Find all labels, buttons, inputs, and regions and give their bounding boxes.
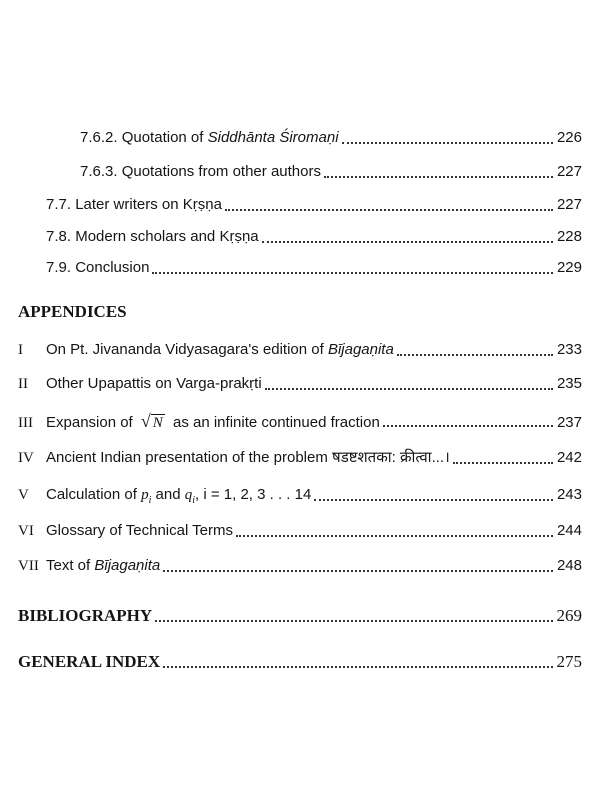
page-number: 243 xyxy=(556,486,582,503)
entry-title: Modern scholars and Kṛṣṇa xyxy=(75,228,259,245)
toc-entry-7-6-2 xyxy=(80,127,582,149)
appendix-entry-iv xyxy=(18,447,582,469)
entry-number: 7.6.3. xyxy=(80,163,118,180)
toc-entry-7-7 xyxy=(46,194,582,216)
toc-entry-general-index xyxy=(18,651,582,673)
toc-entry-bibliography xyxy=(18,605,582,627)
appendix-roman-numeral: I xyxy=(18,342,23,358)
dot-leader xyxy=(155,617,553,622)
dot-leader xyxy=(163,663,553,668)
dot-leader xyxy=(262,238,553,243)
appendix-title: Expansion of √ N as an infinite continued fraction xyxy=(46,410,380,434)
appendix-roman-numeral: VI xyxy=(18,523,34,539)
appendix-roman-numeral: II xyxy=(18,376,28,392)
page-number: 226 xyxy=(556,129,582,146)
appendices-heading: APPENDICES xyxy=(18,302,127,321)
appendix-title: Calculation of $p_i$ and $q_i$, i = 1, 2, 3 . . . 14 xyxy=(46,486,312,506)
appendix-title: Glossary of Technical Terms xyxy=(46,522,234,539)
page-number: 248 xyxy=(556,557,582,574)
dot-leader xyxy=(236,532,553,537)
page-number: 269 xyxy=(556,606,582,625)
dot-leader xyxy=(342,139,553,144)
dot-leader xyxy=(383,422,553,427)
dot-leader xyxy=(225,206,553,211)
appendix-roman-numeral: V xyxy=(18,487,29,503)
toc-entry-7-9 xyxy=(46,257,582,279)
entry-title: Later writers on Kṛṣṇa xyxy=(75,196,222,213)
entry-number: 7.8. xyxy=(46,228,72,245)
entry-number: 7.7. xyxy=(46,196,72,213)
appendix-title: Text of Bījagaṇita xyxy=(46,557,161,574)
toc-entry-7-6-3 xyxy=(80,161,582,183)
general-index-label: GENERAL INDEX xyxy=(18,652,161,671)
dot-leader xyxy=(397,351,553,356)
appendix-entry-i xyxy=(18,339,582,361)
page-number: 227 xyxy=(556,196,582,213)
appendix-entry-vi xyxy=(18,520,582,542)
page-number: 244 xyxy=(556,522,582,539)
appendix-title: Other Upapattis on Varga-prakṛti xyxy=(46,375,262,392)
square-root-expression: √ N xyxy=(140,411,163,431)
entry-title: Quotations from other authors xyxy=(121,163,321,180)
page-number: 235 xyxy=(556,375,582,392)
dot-leader xyxy=(265,385,553,390)
appendix-roman-numeral: III xyxy=(18,415,33,431)
page-number: 228 xyxy=(556,228,582,245)
appendix-entry-v xyxy=(18,484,582,506)
page-number: 275 xyxy=(556,652,582,671)
appendix-entry-ii xyxy=(18,373,582,395)
dot-leader xyxy=(453,459,553,464)
toc-entry-7-8 xyxy=(46,226,582,248)
appendix-entry-vii xyxy=(18,555,582,577)
appendix-entry-iii xyxy=(18,410,582,432)
entry-title: Conclusion xyxy=(75,259,150,276)
page-number: 237 xyxy=(556,414,582,431)
dot-leader xyxy=(314,496,553,501)
dot-leader xyxy=(152,269,553,274)
bibliography-label: BIBLIOGRAPHY xyxy=(18,606,153,625)
appendix-title: Ancient Indian presentation of the problem षडष्टशतका: क्रीत्वा...। xyxy=(46,449,450,466)
dot-leader xyxy=(324,173,553,178)
entry-number: 7.9. xyxy=(46,259,72,276)
page-number: 242 xyxy=(556,449,582,466)
appendix-roman-numeral: IV xyxy=(18,450,34,466)
page-number: 227 xyxy=(556,163,582,180)
appendix-title: On Pt. Jivananda Vidyasagara's edition of Bījagaṇita xyxy=(46,341,394,358)
appendix-roman-numeral: VII xyxy=(18,558,39,574)
entry-number: 7.6.2. xyxy=(80,129,118,146)
page-number: 233 xyxy=(556,341,582,358)
dot-leader xyxy=(163,567,553,572)
page-number: 229 xyxy=(556,259,582,276)
entry-title: Quotation of Siddhānta Śiromaṇi xyxy=(121,129,339,146)
